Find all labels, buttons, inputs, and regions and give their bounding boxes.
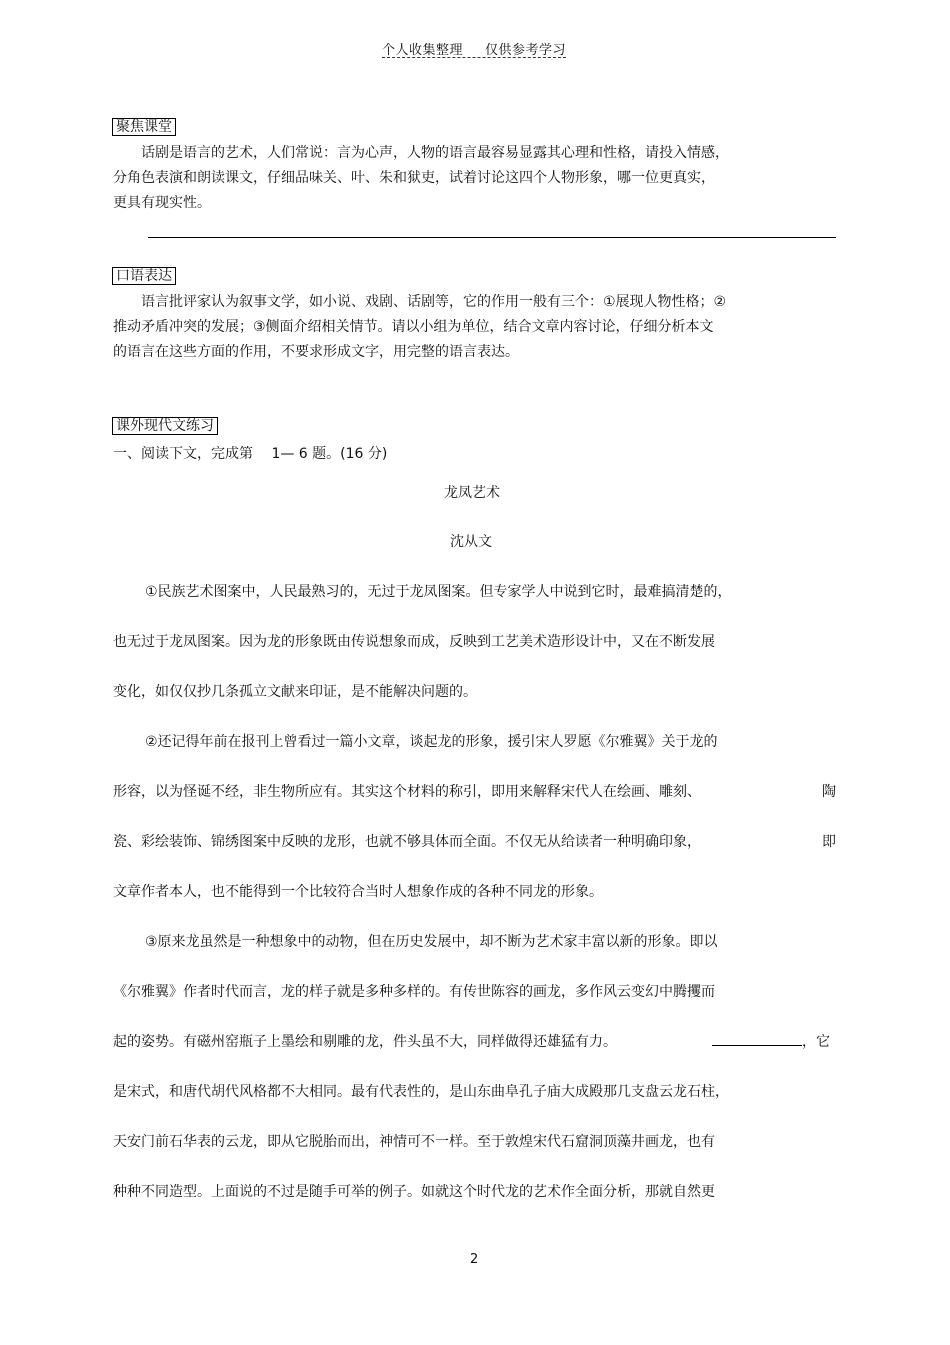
paragraph-line: 分角色表演和朗读课文，仔细品味关、叶、朱和狱吏，试着讨论这四个人物形象，哪一位更真实，: [113, 170, 715, 186]
fill-in-blank[interactable]: [712, 1031, 830, 1051]
article-line: 天安门前石华表的云龙，即从它脱胎而出，神情可不一样。至于敦煌宋代石窟洞顶藻井画龙，也有: [113, 1134, 715, 1150]
section-reading-label: [112, 418, 218, 435]
section-label-box: 课外现代文练习: [112, 417, 218, 435]
header-right-text: 仅供参考学习: [485, 43, 567, 58]
page-header: [382, 39, 566, 58]
paragraph-line: 更具有现实性。: [113, 195, 211, 211]
paragraph-line: 语言批评家认为叙事文学，如小说、戏剧、话剧等，它的作用一般有三个：①展现人物性格；②: [141, 294, 727, 310]
article-line: ③原来龙虽然是一种想象中的动物，但在历史发展中，却不断为艺术家丰富以新的形象。即以: [145, 934, 718, 950]
article-line-tail: 陶: [822, 784, 836, 800]
page-number: 2: [470, 1252, 479, 1267]
article-line: 变化，如仅仅抄几条孤立文献来印证，是不能解决问题的。: [113, 684, 477, 700]
article-line-tail: 即: [822, 834, 836, 850]
header-underline: [382, 57, 566, 58]
section-label-box: 聚焦课堂: [112, 118, 176, 136]
article-line: 瓷、彩绘装饰、锦绣图案中反映的龙形，也就不够具体而全面。不仅无从给读者一种明确印象，: [113, 834, 701, 850]
section-speaking-paragraph: [113, 290, 773, 365]
article-line: 也无过于龙凤图案。因为龙的形象既由传说想象而成，反映到工艺美术造形设计中，又在不断发展: [113, 634, 715, 650]
blank-underline[interactable]: [712, 1031, 802, 1046]
article-line: 起的姿势。有磁州窑瓶子上墨绘和剔雕的龙，件头虽不大，同样做得还雄猛有力。: [113, 1034, 617, 1050]
paragraph-line: 的语言在这些方面的作用，不要求形成文字，用完整的语言表达。: [113, 344, 519, 360]
article-line: ②还记得年前在报刊上曾看过一篇小文章，谈起龙的形象，援引宋人罗愿《尔雅翼》关于龙的: [145, 734, 718, 750]
paragraph-line: 推动矛盾冲突的发展；③侧面介绍相关情节。请以小组为单位，结合文章内容讨论，仔细分析本文: [113, 319, 714, 335]
reading-instruction: 一、阅读下文，完成第 1— 6 题。(16 分): [113, 446, 388, 462]
blank-tail-text: ，它: [802, 1034, 830, 1050]
paragraph-line: 话剧是语言的艺术，人们常说：言为心声，人物的语言最容易显露其心理和性格，请投入情感，: [141, 145, 729, 161]
section-speaking-label: [112, 268, 176, 285]
article-line: 文章作者本人，也不能得到一个比较符合当时人想象作成的各种不同龙的形象。: [113, 884, 603, 900]
article-line: 形容，以为怪诞不经，非生物所应有。其实这个材料的称引，即用来解释宋代人在绘画、雕刻、: [113, 784, 701, 800]
section-focus-paragraph: [113, 141, 773, 216]
answer-line: [148, 237, 836, 238]
article-author: 沈从文: [450, 534, 492, 550]
article-line: 是宋式，和唐代胡代风格都不大相同。最有代表性的，是山东曲阜孔子庙大成殿那几支盘云龙石柱，: [113, 1084, 729, 1100]
article-line: 种种不同造型。上面说的不过是随手可举的例子。如就这个时代龙的艺术作全面分析，那就自然更: [113, 1184, 715, 1200]
section-label-box: 口语表达: [112, 267, 176, 285]
article-title: 龙凤艺术: [444, 485, 500, 501]
article-line: 《尔雅翼》作者时代而言，龙的样子就是多种多样的。有传世陈容的画龙，多作风云变幻中腾攫而: [113, 984, 715, 1000]
article-line: ①民族艺术图案中，人民最熟习的，无过于龙凤图案。但专家学人中说到它时，最难搞清楚的，: [145, 584, 732, 600]
header-left-text: 个人收集整理: [382, 43, 464, 58]
section-focus-label: [112, 119, 176, 136]
